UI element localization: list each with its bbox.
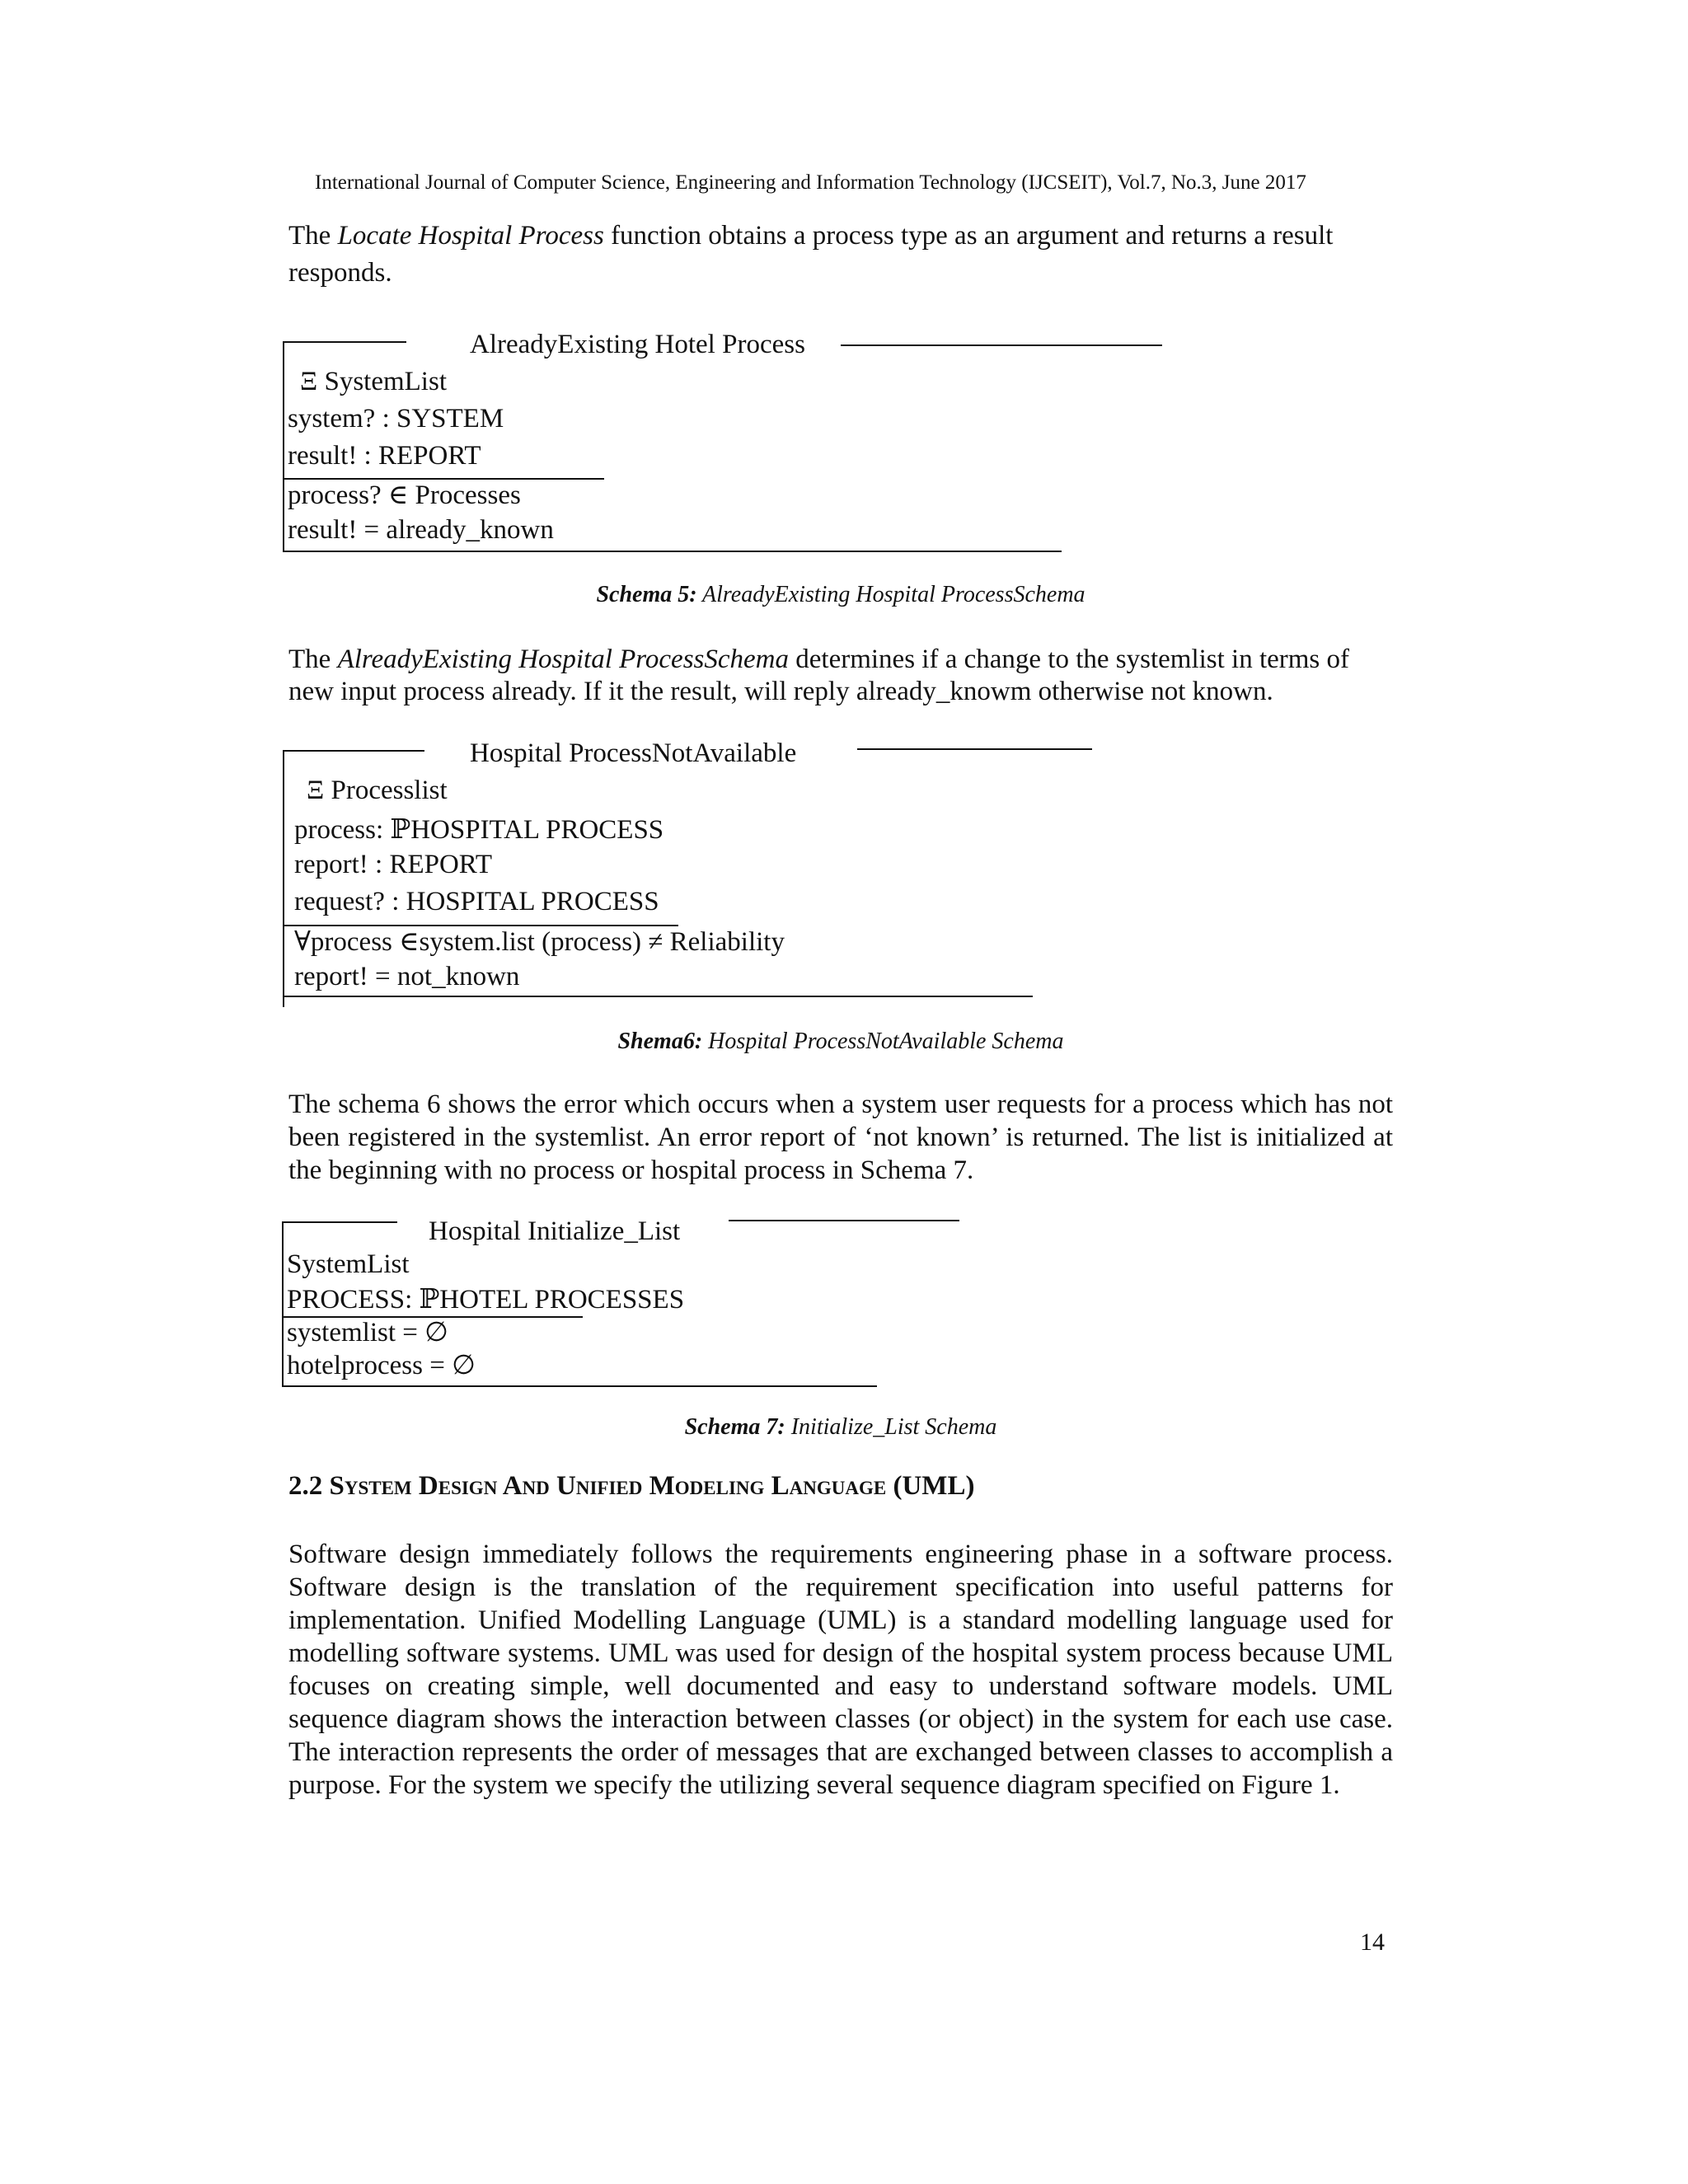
caption-label: Shema6: (617, 1029, 703, 1054)
schema-left-rule (283, 341, 284, 552)
intro-text: function obtains a process type as an argument and returns a result (603, 221, 1334, 251)
schema6-explanation: The schema 6 shows the error which occurs when a system user requests for a process which has not been registered in the systemlist. An error report of ‘not known’ is returned. The list is initialized at the beginning with no process or hospital process in Schema 7. (288, 1090, 1393, 1185)
schema-bottom-rule (282, 1385, 877, 1387)
schema6-line: report! : REPORT (294, 850, 492, 879)
schema-left-rule (282, 1221, 284, 1386)
schema-top-rule-left (282, 1221, 397, 1223)
paragraph-italic-term: AlreadyExisting Hospital ProcessSchema (337, 644, 790, 674)
schema7-line: SystemList (287, 1249, 410, 1279)
schema7-line: PROCESS: ℙHOTEL PROCESSES (287, 1285, 685, 1315)
schema6-title: Hospital ProcessNotAvailable (470, 738, 797, 768)
intro-paragraph-line2: responds. (288, 258, 392, 288)
schema5-line: result! = already_known (288, 515, 554, 545)
schema5-line: result! : REPORT (288, 441, 481, 471)
schema6-line: process: ℙHOSPITAL PROCESS (294, 815, 664, 845)
schema5-explanation-line2: new input process already. If it the result, will reply already_knowm otherwise not known. (288, 677, 1273, 706)
schema5-title: AlreadyExisting Hotel Process (470, 330, 805, 359)
running-header: International Journal of Computer Science, Engineering and Information Technology (IJCSEIT), Vol.7, No.3, June 2017 (315, 171, 1306, 194)
schema5-line: process? ∈ Processes (288, 480, 521, 510)
caption-text: AlreadyExisting Hospital ProcessSchema (696, 582, 1085, 607)
schema-bottom-rule (283, 996, 1033, 997)
intro-text: The (288, 221, 338, 251)
schema-top-rule-right (841, 344, 1162, 346)
schema6-line: ∀process ∈system.list (process) ≠ Reliability (294, 927, 785, 957)
schema6-line: Ξ Processlist (307, 776, 448, 805)
schema5-explanation-line1 (288, 643, 1393, 676)
schema-left-rule (283, 750, 284, 1007)
schema6-line: report! = not_known (294, 962, 520, 991)
paragraph-text: determines if a change to the systemlist in terms of (789, 644, 1350, 674)
intro-italic-term: Locate Hospital Process (337, 221, 604, 251)
paragraph-text: The (288, 644, 338, 674)
schema7-caption (288, 1414, 1393, 1441)
schema6-caption (288, 1029, 1393, 1055)
section-title: System Design And Unified Modeling Language (UML) (329, 1471, 975, 1501)
caption-text: Initialize_List Schema (785, 1414, 997, 1440)
section-heading (288, 1471, 974, 1502)
caption-text: Hospital ProcessNotAvailable Schema (702, 1029, 1064, 1054)
schema7-line: systemlist = ∅ (287, 1318, 448, 1347)
uml-paragraph: Software design immediately follows the requirements engineering phase in a software process. Software design is the translation of the requirement specification into useful patterns for implementation. Unified Modelling Language (UML) is a standard modelling language used for modelling software systems. UML was used for design of the hospital system process because UML focuses on creating simple, well documented and easy to understand software models. UML sequence diagram shows the interaction between classes (or object) in the system for each use case. The interaction represents the order of messages that are exchanged between classes to accomplish a purpose. For the system we specify the utilizing several sequence diagram specified on Figure 1. (288, 1540, 1393, 1800)
schema-bottom-rule (283, 551, 1062, 552)
schema5-line: Ξ SystemList (300, 367, 447, 396)
schema7-line: hotelprocess = ∅ (287, 1351, 476, 1380)
intro-paragraph-line1 (288, 219, 1393, 252)
page-number: 14 (1360, 1929, 1385, 1956)
caption-label: Schema 7: (684, 1414, 785, 1440)
schema-top-rule-left (283, 341, 406, 343)
schema6-line: request? : HOSPITAL PROCESS (294, 887, 659, 916)
caption-label: Schema 5: (596, 582, 697, 607)
schema-top-rule-left (283, 750, 424, 752)
schema5-caption (288, 582, 1393, 608)
schema5-line: system? : SYSTEM (288, 404, 504, 434)
schema-top-rule-right (857, 748, 1092, 750)
schema-top-rule-right (729, 1220, 959, 1221)
schema7-title: Hospital Initialize_List (429, 1216, 681, 1246)
section-number: 2.2 (288, 1471, 330, 1501)
